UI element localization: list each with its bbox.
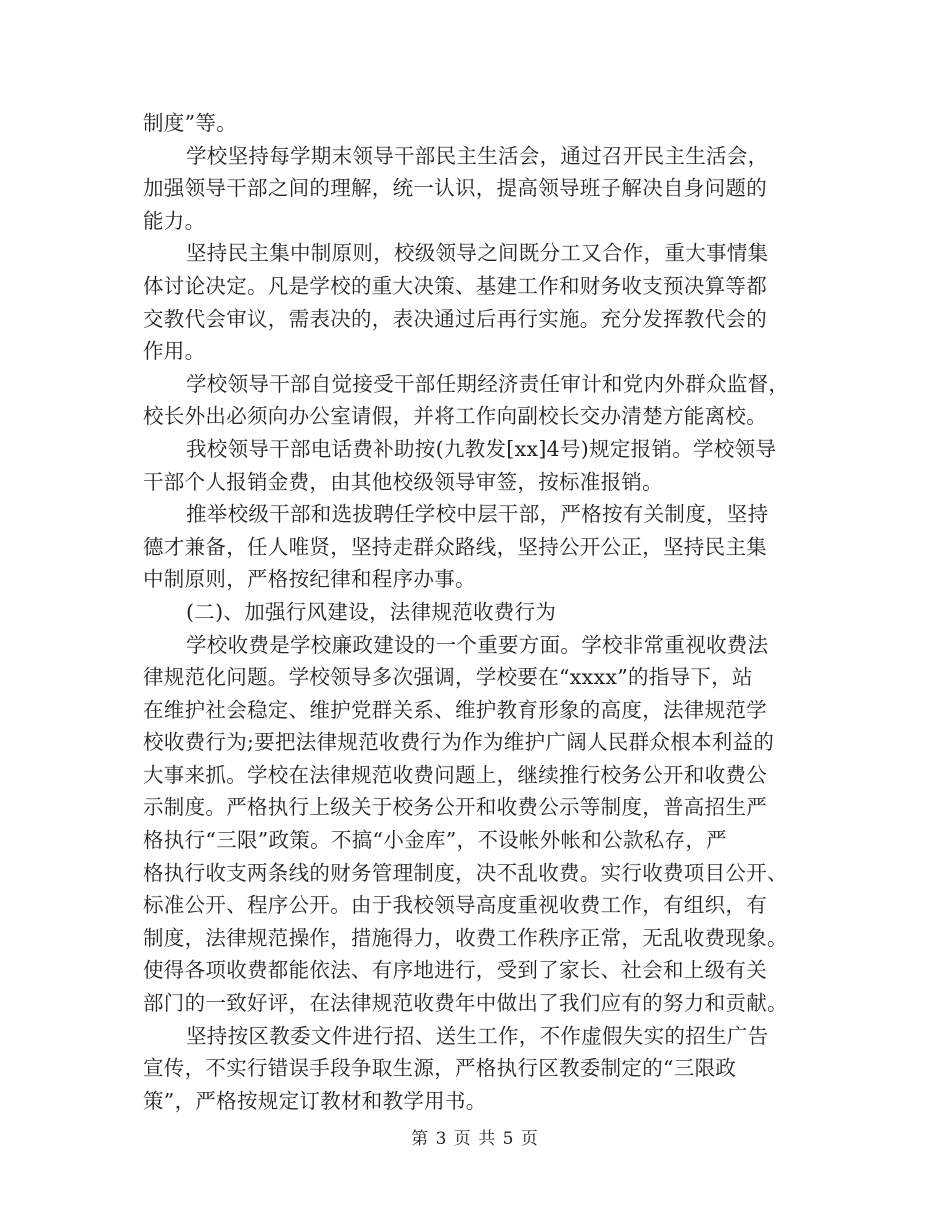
text-line: 我校领导干部电话费补助按(九教发[xx]4号)规定报销。学校领导	[186, 436, 777, 461]
text-line: 校收费行为;要把法律规范收费行为作为维护广阔人民群众根本利益的	[143, 730, 775, 755]
text-line: 部门的一致好评，在法律规范收费年中做出了我们应有的努力和贡献。	[143, 991, 788, 1016]
text-line: 推举校级干部和选拔聘任学校中层干部，严格按有关制度，坚持	[186, 502, 769, 527]
text-line: 干部个人报销金费，由其他校级领导审签，按标准报销。	[143, 469, 663, 494]
text-line: 律规范化问题。学校领导多次强调，学校要在“xxxx”的指导下，站	[143, 665, 753, 690]
text-line: 德才兼备，任人唯贤，坚持走群众路线，坚持公开公正，坚持民主集	[143, 534, 767, 559]
section-heading: (二)、加强行风建设，法律规范收费行为	[186, 599, 557, 624]
text-line: 制度，法律规范操作，措施得力，收费工作秩序正常，无乱收费现象。	[143, 925, 788, 950]
text-line: 坚持按区教委文件进行招、送生工作，不作虚假失实的招生广告	[186, 1023, 769, 1048]
text-line: 交教代会审议，需表决的，表决通过后再行实施。充分发挥教代会的	[143, 306, 767, 331]
text-line: 示制度。严格执行上级关于校务公开和收费公示等制度，普高招生严	[143, 795, 767, 820]
text-line: 中制原则，严格按纪律和程序办事。	[143, 567, 476, 592]
text-line: 格执行“三限”政策。不搞“小金库”，不设帐外帐和公款私存，严	[143, 828, 727, 853]
text-line: 体讨论决定。凡是学校的重大决策、基建工作和财务收支预决算等都	[143, 273, 767, 298]
text-line: 坚持民主集中制原则，校级领导之间既分工又合作，重大事情集	[186, 241, 769, 266]
text-line: 格执行收支两条线的财务管理制度，决不乱收费。实行收费项目公开、	[143, 860, 788, 885]
text-line: 学校领导干部自觉接受干部任期经济责任审计和党内外群众监督，	[186, 371, 790, 396]
text-line: 宣传，不实行错误手段争取生源，严格执行区教委制定的“三限政	[143, 1056, 737, 1081]
text-line: 制度”等。	[143, 111, 237, 135]
text-line: 校长外出必须向办公室请假，并将工作向副校长交办清楚方能离校。	[143, 404, 767, 429]
text-line: 在维护社会稳定、维护党群关系、维护教育形象的高度，法律规范学	[143, 697, 767, 722]
text-line: 策”，严格按规定订教材和教学用书。	[143, 1088, 487, 1113]
text-line: 能力。	[143, 208, 206, 233]
text-line: 学校收费是学校廉政建设的一个重要方面。学校非常重视收费法	[186, 632, 769, 657]
text-line: 加强领导干部之间的理解，统一认识，提高领导班子解决自身问题的	[143, 176, 767, 201]
text-line: 标准公开、程序公开。由于我校领导高度重视收费工作，有组织，有	[143, 893, 767, 918]
page-number-footer: 第 3 页 共 5 页	[411, 1129, 539, 1149]
text-line: 使得各项收费都能依法、有序地进行，受到了家长、社会和上级有关	[143, 958, 767, 983]
text-line: 大事来抓。学校在法律规范收费问题上，继续推行校务公开和收费公	[143, 762, 767, 787]
document-body	[143, 107, 813, 1117]
text-line: 作用。	[143, 339, 206, 364]
text-line: 学校坚持每学期末领导干部民主生活会，通过召开民主生活会，	[186, 143, 769, 168]
